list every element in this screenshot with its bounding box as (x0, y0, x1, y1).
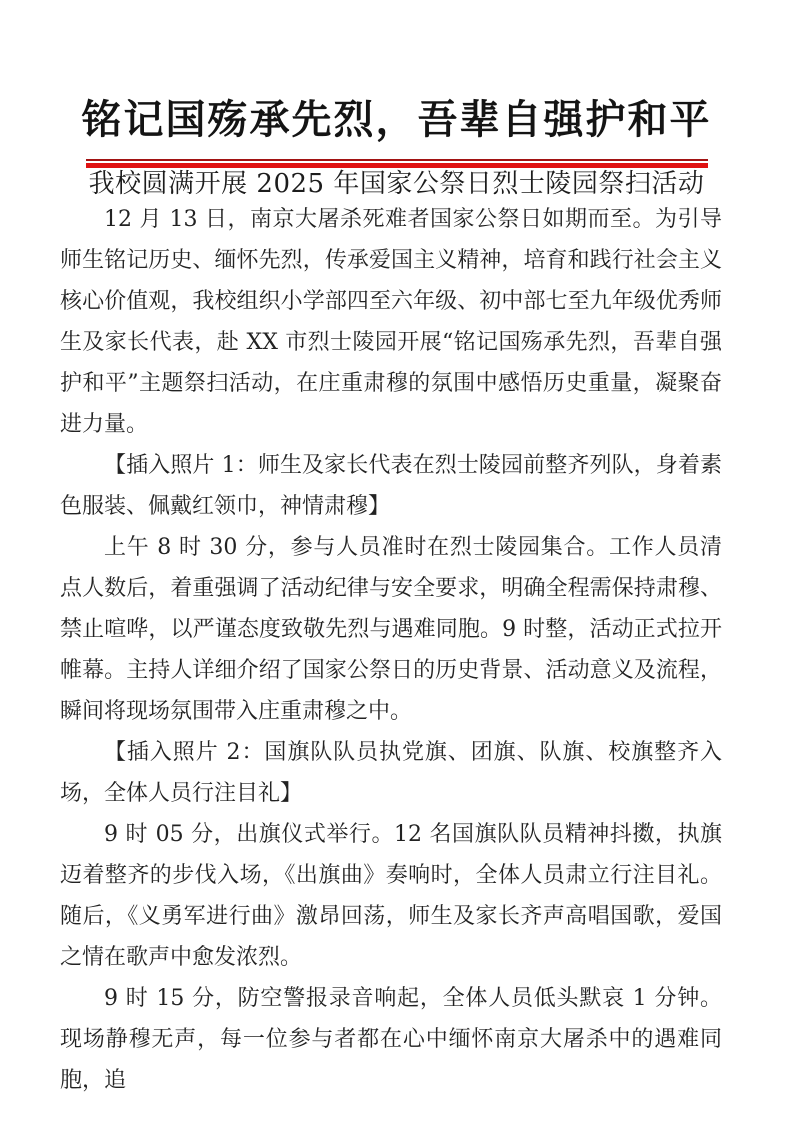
document-body (60, 199, 722, 1101)
body-paragraph: 【插入照片 2：国旗队队员执党旗、团旗、队旗、校旗整齐入场，全体人员行注目礼】 (60, 740, 722, 806)
body-paragraph: 【插入照片 1：师生及家长代表在烈士陵园前整齐列队，身着素色服装、佩戴红领巾，神情肃穆】 (60, 453, 722, 519)
divider-thick-line (86, 163, 708, 168)
title-divider (86, 159, 708, 168)
document-title: 铭记国殇承先烈，吾辈自强护和平 (81, 96, 712, 143)
body-paragraph: 12 月 13 日，南京大屠杀死难者国家公祭日如期而至。为引导师生铭记历史、缅怀先烈，传承爱国主义精神，培育和践行社会主义核心价值观，我校组织小学部四至六年级、初中部七至九年级优秀师生及家长代表，赴 XX 市烈士陵园开展“铭记国殇承先烈，吾辈自强护和平”主题祭扫活动，在庄重肃穆的氛围中感悟历史重量，凝聚奋进力量。 (60, 207, 722, 437)
document-subtitle: 我校圆满开展 2025 年国家公祭日烈士陵园祭扫活动 (88, 169, 705, 199)
body-paragraph: 9 时 05 分，出旗仪式举行。12 名国旗队队员精神抖擞，执旗迈着整齐的步伐入场，《出旗曲》奏响时，全体人员肃立行注目礼。随后，《义勇军进行曲》激昂回荡，师生及家长齐声高唱国歌，爱国之情在歌声中愈发浓烈。 (60, 822, 722, 970)
body-paragraph: 上午 8 时 30 分，参与人员准时在烈士陵园集合。工作人员清点人数后，着重强调了活动纪律与安全要求，明确全程需保持肃穆、禁止喧哗，以严谨态度致敬先烈与遇难同胞。9 时整，活动正式拉开帷幕。主持人详细介绍了国家公祭日的历史背景、活动意义及流程，瞬间将现场氛围带入庄重肃穆之中。 (60, 535, 722, 724)
body-paragraph: 9 时 15 分，防空警报录音响起，全体人员低头默哀 1 分钟。现场静穆无声，每一位参与者都在心中缅怀南京大屠杀中的遇难同胞，追 (60, 986, 722, 1093)
